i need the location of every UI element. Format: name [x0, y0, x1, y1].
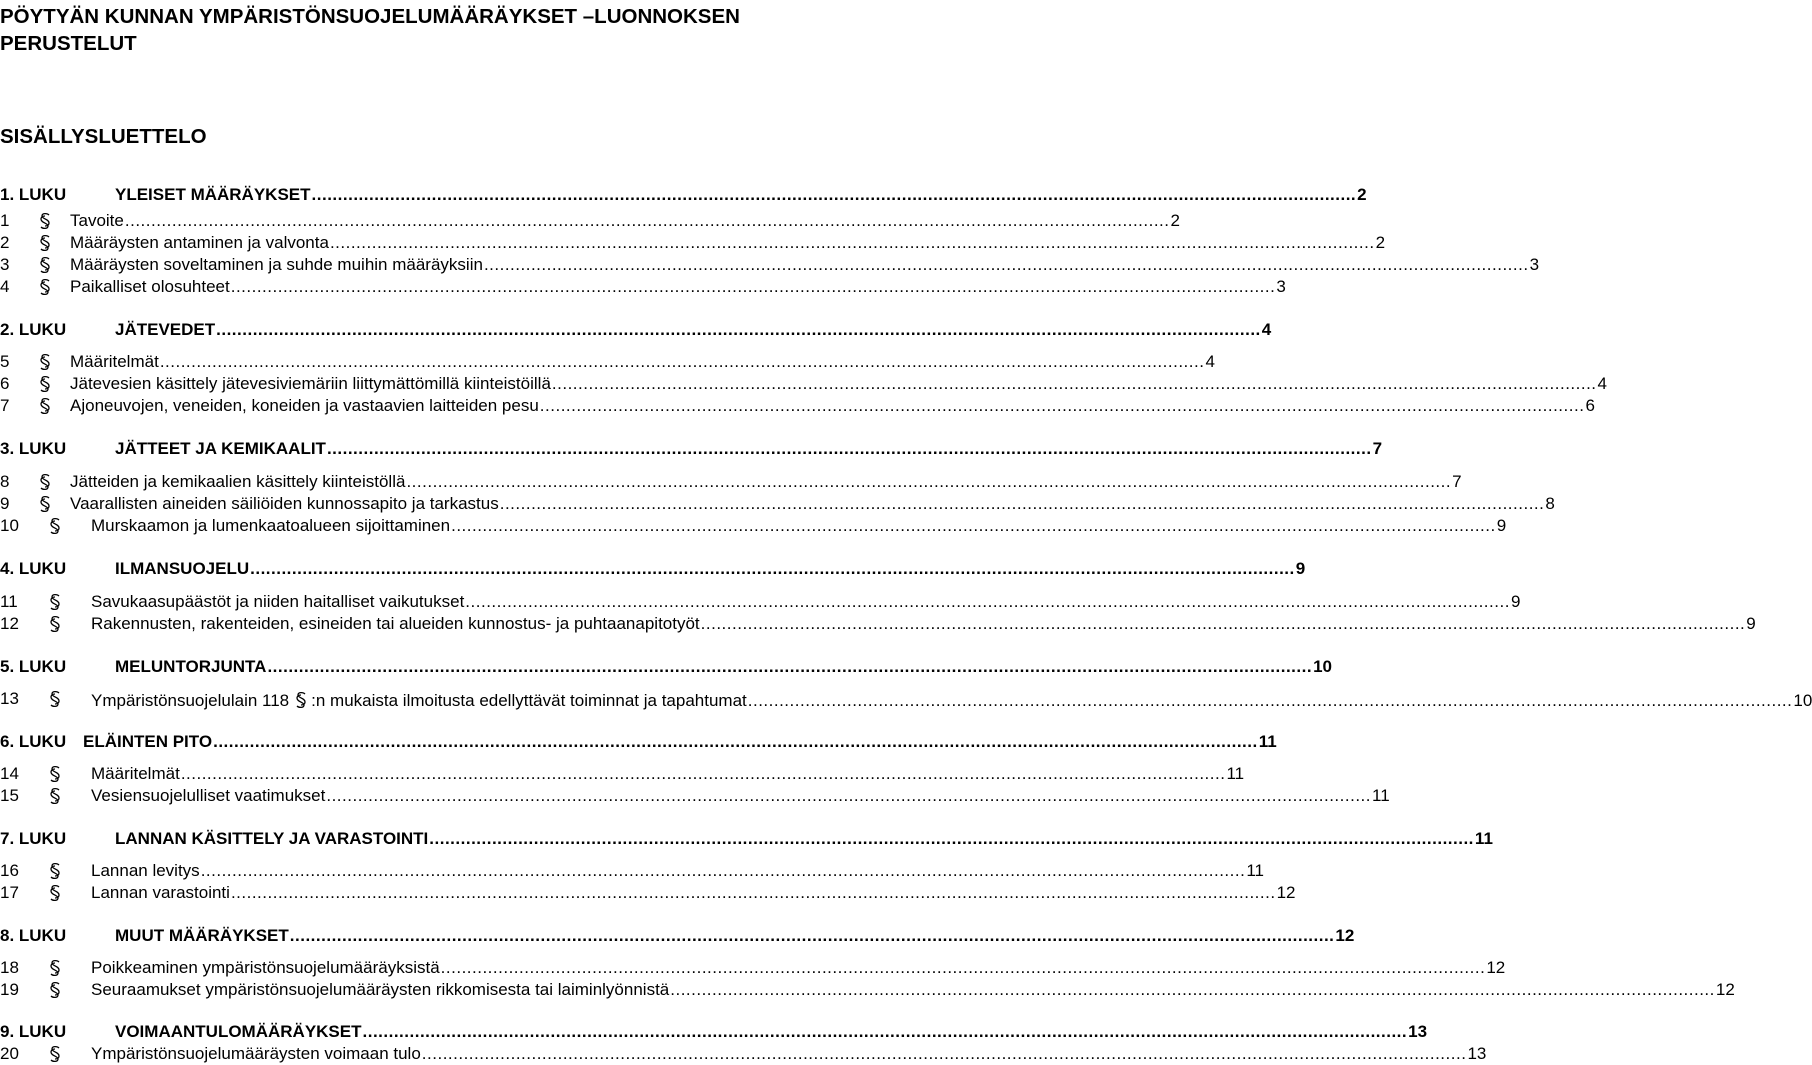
toc-entry-number: 18: [0, 958, 19, 977]
toc-entry-number: 5: [0, 352, 10, 371]
toc-entry-title: Ajoneuvojen, veneiden, koneiden ja vastaavien laitteiden pesu: [70, 396, 539, 415]
toc-entry-number: 1: [0, 211, 10, 230]
toc-entry-number: 20: [0, 1044, 19, 1063]
section-sign-icon: [48, 517, 62, 535]
toc-dot-leader: ........................................................................................................................................................................................................: [440, 958, 1486, 977]
toc-entry-number: 12: [0, 614, 19, 633]
section-sign-icon: [48, 981, 62, 999]
toc-dot-leader: ........................................................................................................................................................................................................: [200, 861, 1246, 880]
toc-section-row[interactable]: [0, 254, 1540, 276]
document-title: PÖYTYÄN KUNNAN YMPÄRISTÖNSUOJELUMÄÄRÄYKSET –LUONNOKSEN PERUSTELUT: [0, 5, 740, 55]
toc-entry-title: Vesiensuojelulliset vaatimukset: [91, 786, 326, 805]
toc-entry-title-suffix: :n mukaista ilmoitusta edellyttävät toiminnat ja tapahtumat: [311, 691, 747, 710]
toc-section-row[interactable]: [0, 882, 1296, 904]
toc-entry-title: ILMANSUOJELU: [115, 559, 250, 578]
toc-section-row[interactable]: [0, 860, 1264, 882]
toc-dot-leader: ........................................................................................................................................................................................................: [465, 592, 1510, 611]
toc-dot-leader: ........................................................................................................................................................................................................: [213, 732, 1258, 751]
toc-section-row[interactable]: [0, 515, 1507, 537]
toc-page-number: 11: [1372, 786, 1390, 805]
toc-dot-leader: ........................................................................................................................................................................................................: [406, 472, 1452, 491]
section-sign-icon: [48, 787, 62, 805]
toc-page-number: 4: [1261, 320, 1272, 339]
toc-page-number: 2: [1357, 185, 1367, 204]
toc-section-row[interactable]: [0, 210, 1180, 232]
toc-section-row[interactable]: [0, 688, 1812, 710]
toc-entry-title: Määräysten antaminen ja valvonta: [70, 233, 329, 252]
toc-dot-leader: ........................................................................................................................................................................................................: [230, 883, 1276, 902]
toc-section-row[interactable]: [0, 351, 1215, 373]
toc-page-number: 4: [1205, 352, 1215, 371]
toc-page-number: 7: [1452, 472, 1462, 491]
toc-dot-leader: ........................................................................................................................................................................................................: [289, 926, 1335, 945]
toc-entry-number: 17: [0, 883, 19, 902]
toc-page-number: 4: [1597, 374, 1608, 393]
section-sign-icon: [48, 959, 62, 977]
toc-page-number: 11: [1246, 861, 1264, 880]
toc-entry-title: Paikalliset olosuhteet: [70, 277, 230, 296]
toc-entry-title: Vaarallisten aineiden säiliöiden kunnossapito ja tarkastus: [70, 494, 499, 513]
toc-page-number: 10: [1793, 691, 1812, 710]
toc-entry-number: 5. LUKU: [0, 657, 67, 676]
toc-entry-title: Ympäristönsuojelumääräysten voimaan tulo: [91, 1044, 421, 1063]
section-sign-icon: [48, 593, 62, 611]
toc-page-number: 9: [1295, 559, 1306, 578]
toc-section-row[interactable]: [0, 957, 1506, 979]
toc-dot-leader: ........................................................................................................................................................................................................: [326, 439, 1372, 458]
toc-entry-number: 11: [0, 592, 18, 611]
toc-chapter-row[interactable]: [0, 438, 1383, 460]
toc-entry-title: Lannan levitys: [91, 861, 200, 880]
toc-entry-title: Poikkeaminen ympäristönsuojelumääräyksistä: [91, 958, 440, 977]
toc-page-number: 12: [1715, 980, 1735, 999]
toc-dot-leader: ........................................................................................................................................................................................................: [421, 1044, 1467, 1063]
toc-chapter-row[interactable]: [0, 731, 1277, 753]
section-sign-icon: [48, 615, 62, 633]
toc-entry-number: 3: [0, 255, 10, 274]
toc-entry-number: 7: [0, 396, 10, 415]
toc-entry-title: MELUNTORJUNTA: [115, 657, 267, 676]
toc-page-number: 11: [1226, 764, 1245, 783]
toc-dot-leader: ........................................................................................................................................................................................................: [180, 764, 1226, 783]
toc-entry-title: LANNAN KÄSITTELY JA VARASTOINTI: [115, 829, 429, 848]
toc-entry-number: 19: [0, 980, 19, 999]
toc-entry-title: MUUT MÄÄRÄYKSET: [115, 926, 289, 945]
toc-section-row[interactable]: [0, 395, 1595, 417]
toc-dot-leader: ........................................................................................................................................................................................................: [700, 614, 1746, 633]
toc-page-number: 10: [1313, 657, 1332, 676]
toc-entry-number: 6. LUKU: [0, 732, 67, 751]
toc-dot-leader: ........................................................................................................................................................................................................: [747, 691, 1793, 710]
toc-page-number: 11: [1474, 829, 1493, 848]
toc-dot-leader: ........................................................................................................................................................................................................: [551, 374, 1597, 393]
section-sign-icon: [38, 397, 52, 415]
toc-entry-title: Lannan varastointi: [91, 883, 230, 902]
section-sign-icon: [48, 690, 62, 708]
toc-page-number: 9: [1510, 592, 1521, 611]
toc-entry-number: 16: [0, 861, 19, 880]
toc-page-number: 9: [1746, 614, 1756, 633]
toc-dot-leader: ........................................................................................................................................................................................................: [429, 829, 1474, 848]
toc-page-number: 7: [1372, 439, 1383, 458]
toc-chapter-row[interactable]: [0, 828, 1493, 850]
toc-dot-leader: ........................................................................................................................................................................................................: [499, 494, 1545, 513]
section-sign-icon: [48, 884, 62, 902]
toc-page-number: 11: [1258, 732, 1277, 751]
toc-entry-title: JÄTTEET JA KEMIKAALIT: [115, 439, 326, 458]
section-sign-icon: [48, 1045, 62, 1063]
section-sign-icon: [48, 765, 62, 783]
toc-entry-number: 9. LUKU: [0, 1022, 67, 1041]
toc-section-row[interactable]: [0, 785, 1390, 807]
toc-entry-title: Jätevesien käsittely jätevesiviemäriin liittymättömillä kiinteistöillä: [70, 374, 551, 393]
toc-entry-number: 7. LUKU: [0, 829, 67, 848]
toc-entry-number: 14: [0, 764, 19, 783]
toc-entry-title: VOIMAANTULOMÄÄRÄYKSET: [115, 1022, 362, 1041]
toc-section-row[interactable]: [0, 763, 1245, 785]
toc-entry-number: 9: [0, 494, 10, 513]
toc-chapter-row[interactable]: [0, 656, 1332, 678]
section-sign-icon: [38, 375, 52, 393]
toc-section-row[interactable]: [0, 471, 1462, 493]
toc-page-number: 2: [1375, 233, 1386, 252]
section-sign-icon: [38, 278, 52, 296]
toc-section-row[interactable]: [0, 276, 1286, 298]
toc-entry-number: 13: [0, 689, 19, 708]
toc-dot-leader: ........................................................................................................................................................................................................: [329, 233, 1375, 252]
toc-entry-title: Tavoite: [70, 211, 124, 230]
toc-dot-leader: ........................................................................................................................................................................................................: [311, 185, 1357, 204]
toc-dot-leader: ........................................................................................................................................................................................................: [216, 320, 1261, 339]
toc-page-number: 8: [1545, 494, 1555, 513]
toc-chapter-row[interactable]: [0, 319, 1272, 341]
toc-entry-number: 3. LUKU: [0, 439, 67, 458]
toc-entry-number: 1. LUKU: [0, 185, 67, 204]
toc-entry-title: Savukaasupäästöt ja niiden haitalliset vaikutukset: [91, 592, 465, 611]
toc-dot-leader: ........................................................................................................................................................................................................: [670, 980, 1715, 999]
toc-page-number: 13: [1467, 1044, 1487, 1063]
toc-dot-leader: ........................................................................................................................................................................................................: [159, 352, 1205, 371]
toc-dot-leader: ........................................................................................................................................................................................................: [230, 277, 1276, 296]
toc-section-row[interactable]: [0, 1043, 1487, 1065]
toc-entry-number: 4. LUKU: [0, 559, 67, 578]
toc-entry-title: Rakennusten, rakenteiden, esineiden tai alueiden kunnostus- ja puhtaanapitotyöt: [91, 614, 700, 633]
toc-dot-leader: ........................................................................................................................................................................................................: [250, 559, 1295, 578]
section-sign-icon: [294, 691, 308, 709]
toc-page-number: 6: [1585, 396, 1595, 415]
toc-heading: SISÄLLYSLUETTELO: [0, 125, 207, 148]
toc-chapter-row[interactable]: [0, 1021, 1428, 1043]
toc-entry-title: Määritelmät: [91, 764, 180, 783]
section-sign-icon: [48, 862, 62, 880]
toc-entry-number: 4: [0, 277, 10, 296]
toc-entry-number: 10: [0, 516, 19, 535]
toc-page-number: 13: [1408, 1022, 1428, 1041]
toc-section-row[interactable]: [0, 591, 1521, 613]
section-sign-icon: [38, 234, 52, 252]
toc-entry-title: ELÄINTEN PITO: [83, 732, 213, 751]
section-sign-icon: [38, 256, 52, 274]
toc-dot-leader: ........................................................................................................................................................................................................: [267, 657, 1313, 676]
section-sign-icon: [38, 495, 52, 513]
toc-section-row[interactable]: [0, 232, 1386, 254]
toc-dot-leader: ........................................................................................................................................................................................................: [326, 786, 1371, 805]
toc-page-number: 12: [1335, 926, 1355, 945]
toc-page-number: 12: [1276, 883, 1296, 902]
section-sign-icon: [38, 212, 52, 230]
toc-entry-number: 6: [0, 374, 10, 393]
toc-page-number: 3: [1276, 277, 1286, 296]
toc-dot-leader: ........................................................................................................................................................................................................: [451, 516, 1496, 535]
toc-dot-leader: ........................................................................................................................................................................................................: [362, 1022, 1408, 1041]
toc-entry-number: 2: [0, 233, 10, 252]
toc-page-number: 9: [1496, 516, 1507, 535]
section-sign-icon: [38, 473, 52, 491]
toc-entry-title: Ympäristönsuojelulain 118: [91, 691, 290, 710]
toc-dot-leader: ........................................................................................................................................................................................................: [483, 255, 1529, 274]
toc-page-number: 3: [1529, 255, 1540, 274]
toc-dot-leader: ........................................................................................................................................................................................................: [124, 211, 1170, 230]
toc-page-number: 2: [1170, 211, 1180, 230]
toc-entry-title: JÄTEVEDET: [115, 320, 216, 339]
toc-entry-number: 15: [0, 786, 19, 805]
toc-section-row[interactable]: [0, 373, 1608, 395]
toc-chapter-row[interactable]: [0, 558, 1306, 580]
toc-entry-number: 8. LUKU: [0, 926, 67, 945]
toc-chapter-row[interactable]: [0, 184, 1367, 206]
toc-entry-title: Määräysten soveltaminen ja suhde muihin määräyksiin: [70, 255, 483, 274]
toc-entry-title: YLEISET MÄÄRÄYKSET: [115, 185, 311, 204]
toc-entry-title: Seuraamukset ympäristönsuojelumääräysten rikkomisesta tai laiminlyönnistä: [91, 980, 670, 999]
toc-section-row[interactable]: [0, 493, 1555, 515]
toc-chapter-row[interactable]: [0, 925, 1355, 947]
toc-entry-number: 8: [0, 472, 10, 491]
toc-dot-leader: ........................................................................................................................................................................................................: [539, 396, 1585, 415]
toc-entry-title: Murskaamon ja lumenkaatoalueen sijoittaminen: [91, 516, 451, 535]
toc-page-number: 12: [1486, 958, 1506, 977]
toc-section-row[interactable]: [0, 979, 1735, 1001]
toc-section-row[interactable]: [0, 613, 1756, 635]
toc-entry-title: Määritelmät: [70, 352, 159, 371]
toc-entry-number: 2. LUKU: [0, 320, 67, 339]
toc-entry-title: Jätteiden ja kemikaalien käsittely kiinteistöllä: [70, 472, 406, 491]
section-sign-icon: [38, 353, 52, 371]
